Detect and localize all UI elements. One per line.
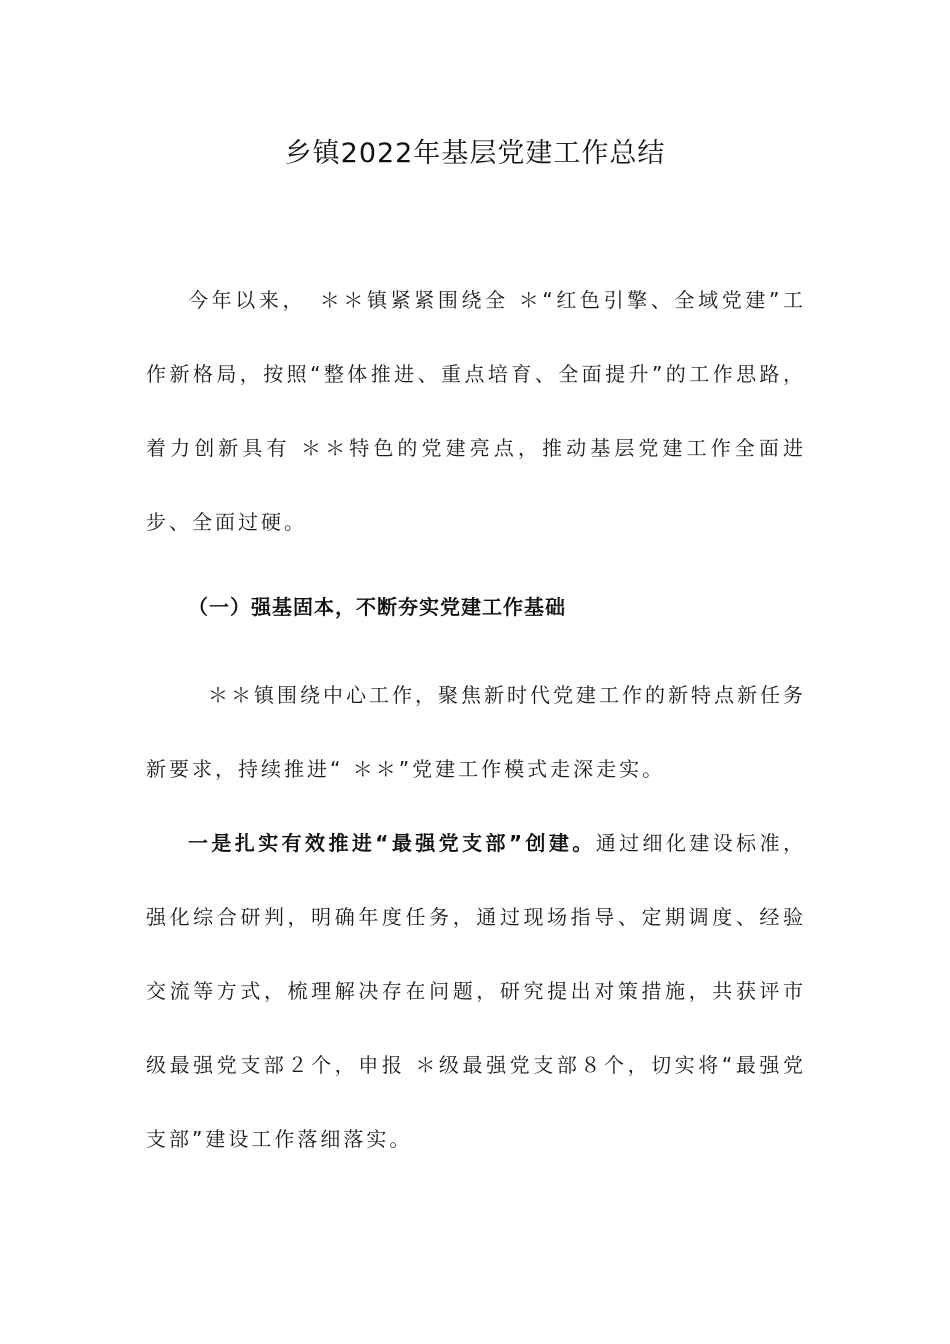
section-1-paragraph: ＊＊镇围绕中心工作，聚焦新时代党建工作的新特点新任务新要求，持续推进“ ＊＊”党建工作模式走深走实。 bbox=[146, 683, 806, 781]
item-1-lead: 一是扎实有效推进“最强党支部”创建。 bbox=[188, 831, 596, 855]
intro-paragraph-block bbox=[146, 263, 806, 559]
item-1-paragraph-block bbox=[146, 806, 806, 1176]
section-1-paragraph-block bbox=[146, 658, 806, 806]
section-1-heading: （一）强基固本，不断夯实党建工作基础 bbox=[188, 595, 566, 619]
document-title: 乡镇2022年基层党建工作总结 bbox=[284, 138, 666, 169]
item-1-paragraph bbox=[146, 806, 806, 1176]
intro-paragraph: 今年以来， ＊＊镇紧紧围绕全 ＊“红色引擎、全域党建”工作新格局，按照“整体推进、重点培育、全面提升”的工作思路，着力创新具有 ＊＊特色的党建亮点，推动基层党建工作全面进步、全面过硬。 bbox=[146, 288, 806, 534]
item-1-text: 通过细化建设标准，强化综合研判，明确年度任务，通过现场指导、定期调度、经验交流等方式，梳理解决存在问题，研究提出对策措施，共获评市级最强党支部２个，申报 ＊级最强党支部８个，切实将“最强党支部”建设工作落细落实。 bbox=[146, 831, 806, 1151]
